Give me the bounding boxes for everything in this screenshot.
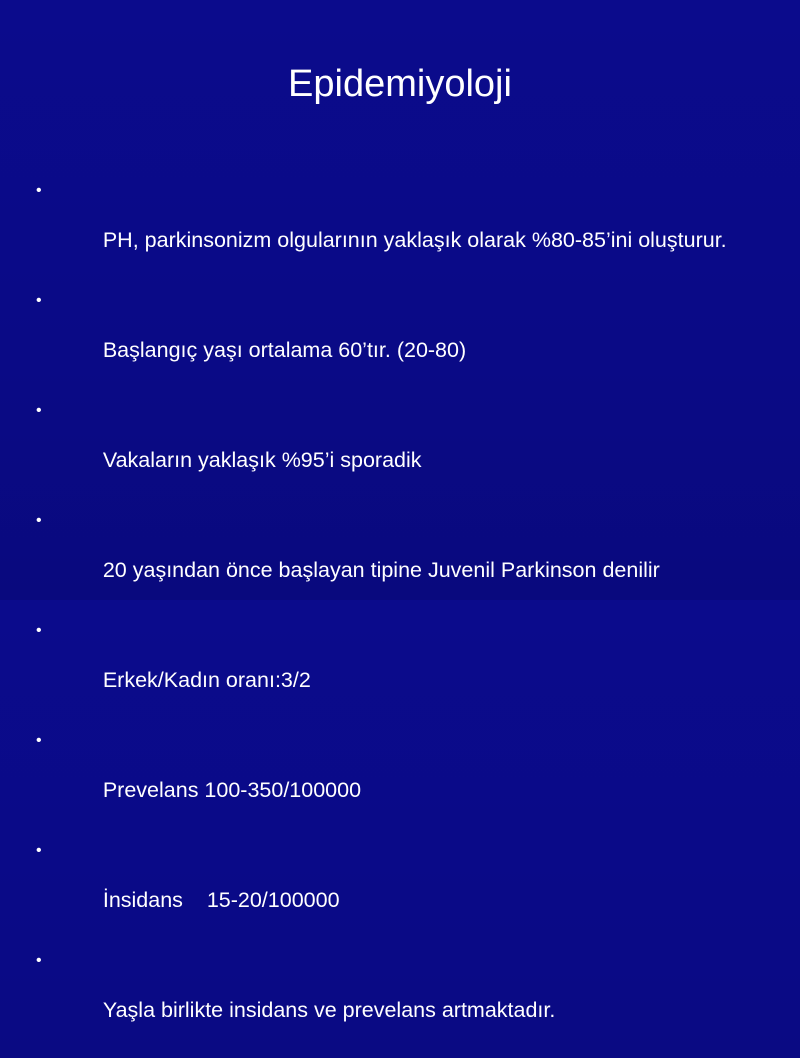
bullet-icon: • <box>36 842 42 859</box>
bullet-text: İnsidans 15-20/100000 <box>102 888 340 912</box>
bullet-icon: • <box>36 622 42 639</box>
bullet-item <box>30 728 775 828</box>
bullet-item <box>30 948 775 1048</box>
bullet-icon: • <box>36 732 42 749</box>
slide-title: Epidemiyoloji <box>288 63 512 105</box>
bullet-item <box>30 178 775 278</box>
bullet-text: 20 yaşından önce başlayan tipine Juvenil Parkinson denilir <box>102 558 660 582</box>
bullet-icon: • <box>36 952 42 969</box>
bullet-text: Erkek/Kadın oranı:3/2 <box>102 668 311 692</box>
bullet-text: Yaşla birlikte insidans ve prevelans artmaktadır. <box>102 998 556 1022</box>
bullet-icon: • <box>36 512 42 529</box>
bullet-text: Vakaların yaklaşık %95’i sporadik <box>102 448 422 472</box>
bullet-text: Prevelans 100-350/100000 <box>102 778 362 802</box>
bullet-icon: • <box>36 292 42 309</box>
bullet-icon: • <box>36 402 42 419</box>
bullet-list <box>30 178 775 1058</box>
bullet-item <box>30 618 775 718</box>
bullet-item <box>30 838 775 938</box>
bullet-item <box>30 398 775 498</box>
bullet-icon: • <box>36 182 42 199</box>
bullet-text: PH, parkinsonizm olgularının yaklaşık olarak %80-85’ini oluşturur. <box>102 228 727 252</box>
bullet-item <box>30 508 775 608</box>
bullet-text: Başlangıç yaşı ortalama 60’tır. (20-80) <box>102 338 467 362</box>
bullet-item <box>30 288 775 388</box>
